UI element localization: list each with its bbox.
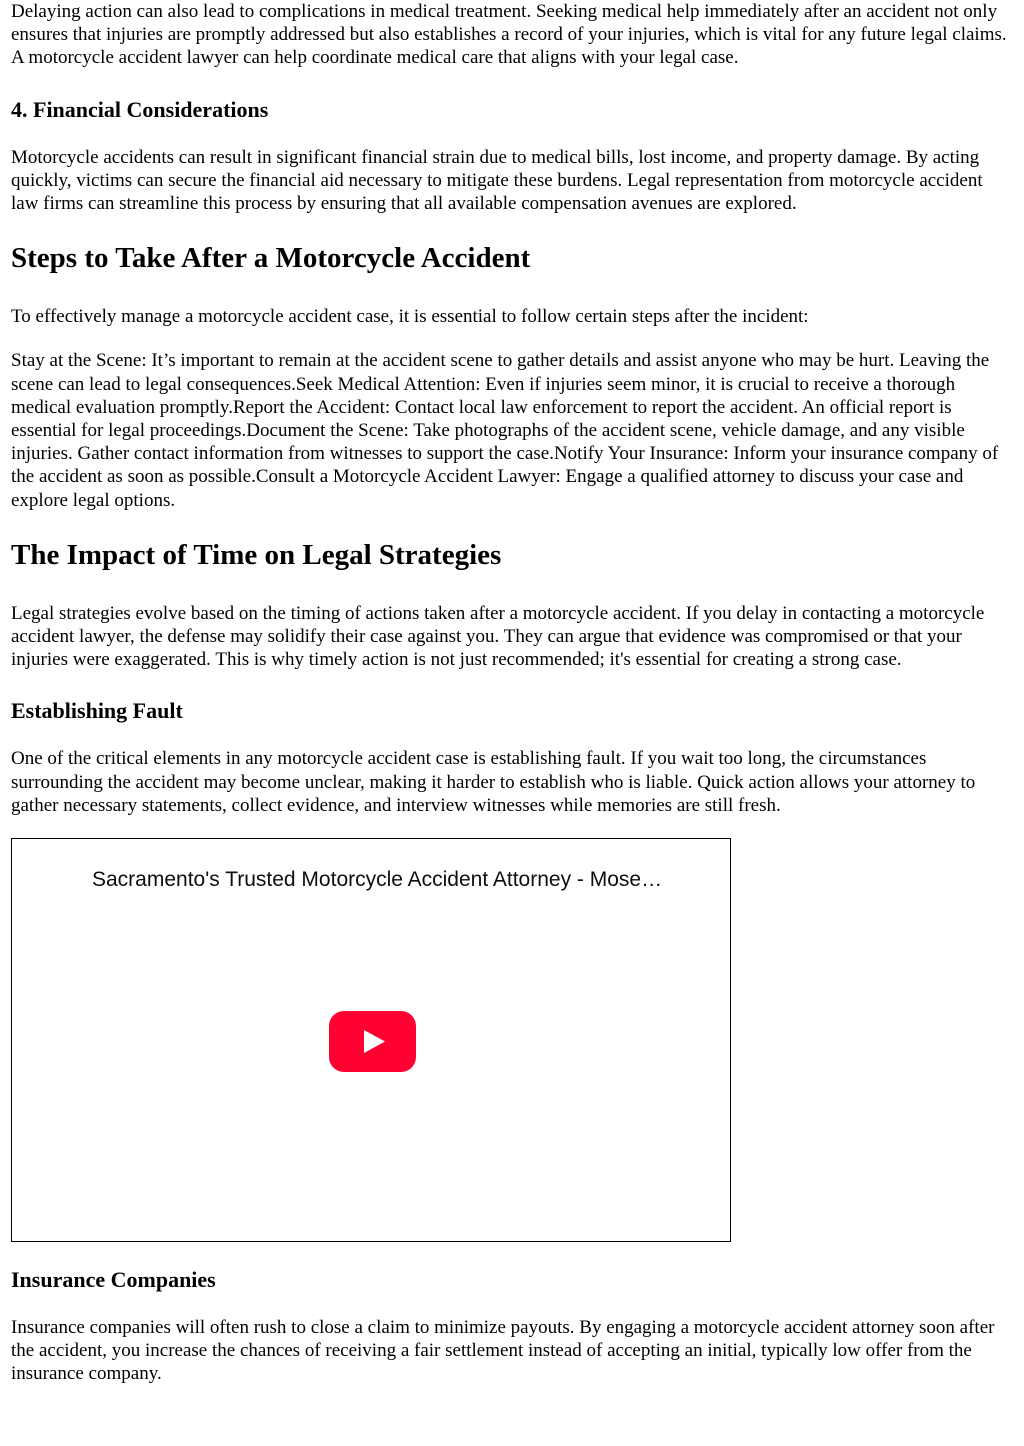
insurance-paragraph: Insurance companies will often rush to close a claim to minimize payouts. By engaging a motorcycle accident attorney soon after the accident, you increase the chances of receiving a fair settlement instead of accepting an initial, typically low offer from the insurance company.	[11, 1317, 995, 1385]
insurance-heading: Insurance Companies	[11, 1267, 216, 1293]
video-title[interactable]: Sacramento's Trusted Motorcycle Accident Attorney - Mose…	[92, 868, 663, 892]
steps-list-paragraph: Stay at the Scene: It’s important to remain at the accident scene to gather details and assist anyone who may be hurt. Leaving the scene can lead to legal consequences.Seek Medical Attention: Even if injuries seem minor, it is crucial to receive a thorough medical evaluation promptly.Report the Accident: Contact local law enforcement to report the accident. An official report is essential for legal proceedings.Document the Scene: Take photographs of the accident scene, vehicle damage, and any visible injuries. Gather contact information from witnesses to support the case.Notify Your Insurance: Inform your insurance company of the accident as soon as possible.Consult a Motorcycle Accident Lawyer: Engage a qualified attorney to discuss your case and explore legal options.	[11, 350, 999, 511]
article	[11, 0, 1011, 1386]
play-button[interactable]	[329, 1011, 416, 1072]
video-embed[interactable]	[11, 838, 731, 1242]
fault-heading: Establishing Fault	[11, 698, 183, 724]
steps-heading: Steps to Take After a Motorcycle Accident	[11, 242, 531, 275]
impact-heading: The Impact of Time on Legal Strategies	[11, 538, 502, 571]
play-icon[interactable]	[329, 1011, 416, 1072]
impact-paragraph: Legal strategies evolve based on the timing of actions taken after a motorcycle accident. If you delay in contacting a motorcycle accident lawyer, the defense may solidify their case against you. They can argue that evidence was compromised or that your injuries were exaggerated. This is why timely action is not just recommended; it's essential for creating a strong case.	[11, 602, 985, 671]
financial-paragraph: Motorcycle accidents can result in significant financial strain due to medical bills, lost income, and property damage. By acting quickly, victims can secure the financial aid necessary to mitigate these burdens. Legal representation from motorcycle accident law firms can streamline this process by ensuring that all available compensation avenues are explored.	[11, 146, 983, 215]
financial-heading: 4. Financial Considerations	[11, 96, 269, 122]
fault-paragraph: One of the critical elements in any motorcycle accident case is establishing fault. If you wait too long, the circumstances surrounding the accident may become unclear, making it harder to establish who is liable. Quick action allows your attorney to gather necessary statements, collect evidence, and interview witnesses while memories are still fresh.	[11, 748, 976, 816]
steps-intro-paragraph: To effectively manage a motorcycle accident case, it is essential to follow certain steps after the incident:	[11, 306, 809, 328]
intro-paragraph: Delaying action can also lead to complications in medical treatment. Seeking medical help immediately after an accident not only ensures that injuries are promptly addressed but also establishes a record of your injuries, which is vital for any future legal claims. A motorcycle accident lawyer can help coordinate medical care that aligns with your legal case.	[11, 1, 1007, 69]
